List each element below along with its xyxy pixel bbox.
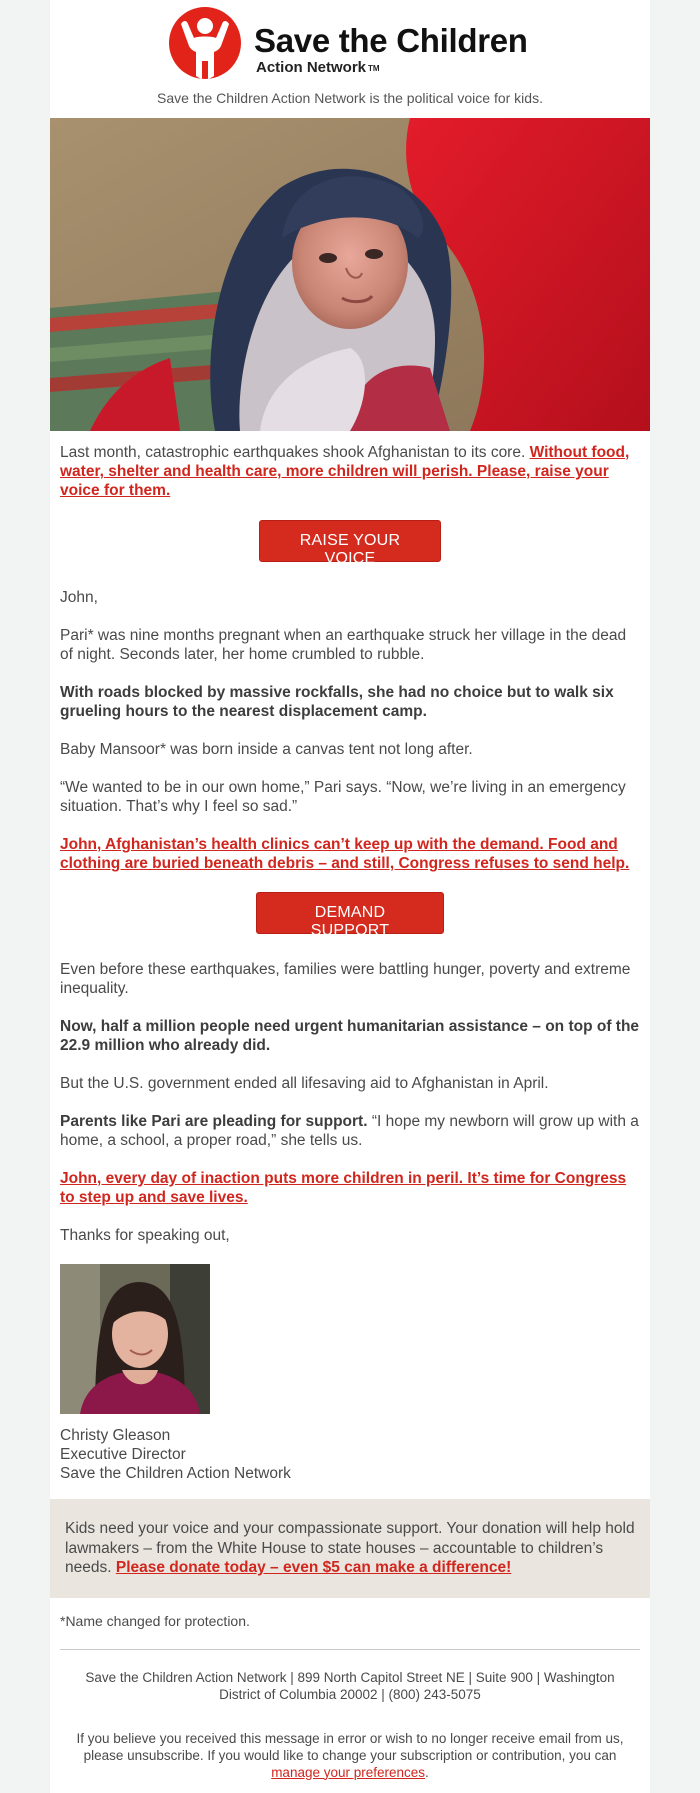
signature-title: Executive Director xyxy=(60,1446,186,1463)
unsubscribe-end: . xyxy=(425,1764,429,1780)
story-paragraph-3: Baby Mansoor* was born inside a canvas tent not long after. xyxy=(60,741,473,758)
story-bold-text: With roads blocked by massive rockfalls, she had no choice but to walk six grueling hours to the nearest displacement camp. xyxy=(60,684,614,720)
unsubscribe-paragraph xyxy=(70,1730,630,1781)
brand-sub-text: Action Network xyxy=(256,59,367,76)
donate-box xyxy=(50,1499,650,1598)
inaction-paragraph xyxy=(60,1169,640,1207)
signature-photo-avatar xyxy=(60,1264,210,1414)
story-paragraph-1: Pari* was nine months pregnant when an earthquake struck her village in the dead of night. Seconds later, her home crumbled to rubble. xyxy=(60,627,627,663)
context-bold-text: Now, half a million people need urgent humanitarian assistance – on top of the 22.9 million who already did. xyxy=(60,1018,640,1054)
brand-name: Save the Children xyxy=(254,22,528,59)
demand-support-button-wrap xyxy=(60,892,640,940)
trademark: TM xyxy=(368,64,380,73)
demand-support-button[interactable]: DEMAND SUPPORT xyxy=(256,892,444,934)
parents-bold-text: Parents like Pari are pleading for support. xyxy=(60,1113,368,1130)
context-paragraph-3: But the U.S. government ended all lifesaving aid to Afghanistan in April. xyxy=(60,1075,549,1092)
congress-appeal-link[interactable]: John, Afghanistan’s health clinics can’t keep up with the demand. Food and clothing are buried beneath debris – and still, Congress refuses to send help. xyxy=(60,836,630,872)
tagline: Save the Children Action Network is the political voice for kids. xyxy=(157,90,543,106)
greeting: John, xyxy=(60,589,98,606)
context-paragraph-2 xyxy=(60,1017,640,1055)
email-container xyxy=(50,0,650,1793)
email-body xyxy=(50,431,650,1483)
header xyxy=(50,0,650,118)
raise-voice-link[interactable]: Without food, water, shelter and health care, more children will perish. Please, raise your voice for them. xyxy=(60,444,630,499)
quote-paragraph: “We wanted to be in our own home,” Pari says. “Now, we’re living in an emergency situation. That’s why I feel so sad.” xyxy=(60,779,626,815)
intro-text: Last month, catastrophic earthquakes shook Afghanistan to its core. xyxy=(60,444,530,461)
hero-image-baby[interactable] xyxy=(50,118,650,431)
unsubscribe-text: If you believe you received this message in error or wish to no longer receive email from us, please unsubscribe. If you would like to change your subscription or contribution, you can xyxy=(76,1730,624,1763)
signature-block xyxy=(60,1426,640,1483)
congress-appeal-paragraph xyxy=(60,835,640,873)
signature-org: Save the Children Action Network xyxy=(60,1465,291,1482)
name-change-note: *Name changed for protection. xyxy=(60,1612,250,1629)
inaction-link[interactable]: John, every day of inaction puts more children in peril. It’s time for Congress to step up and save lives. xyxy=(60,1170,627,1206)
brand-subtitle xyxy=(256,59,380,76)
donate-link[interactable]: Please donate today – even $5 can make a difference! xyxy=(115,1559,512,1576)
manage-preferences-link[interactable]: manage your preferences xyxy=(271,1764,426,1780)
raise-your-voice-button[interactable]: RAISE YOUR VOICE xyxy=(259,520,441,562)
context-paragraph-1: Even before these earthquakes, families were battling hunger, poverty and extreme inequality. xyxy=(60,961,631,997)
raise-voice-button-wrap xyxy=(60,520,640,568)
donate-text: Kids need your voice and your compassionate support. Your donation will help hold lawmakers – from the White House to state houses – accountable to children’s needs. xyxy=(65,1520,635,1576)
parents-paragraph xyxy=(60,1112,640,1150)
signature-name: Christy Gleason xyxy=(60,1427,171,1444)
parents-rest-text: “I hope my newborn will grow up with a home, a school, a proper road,” she tells us. xyxy=(60,1113,639,1149)
intro-paragraph xyxy=(60,443,640,500)
footer xyxy=(50,1650,650,1781)
closing-line: Thanks for speaking out, xyxy=(60,1227,230,1244)
footer-address: Save the Children Action Network | 899 North Capitol Street NE | Suite 900 | Washington District of Columbia 20002 | (800) 243-5075 xyxy=(85,1669,615,1702)
story-paragraph-2 xyxy=(60,683,640,721)
save-the-children-logo-icon[interactable] xyxy=(168,6,242,80)
